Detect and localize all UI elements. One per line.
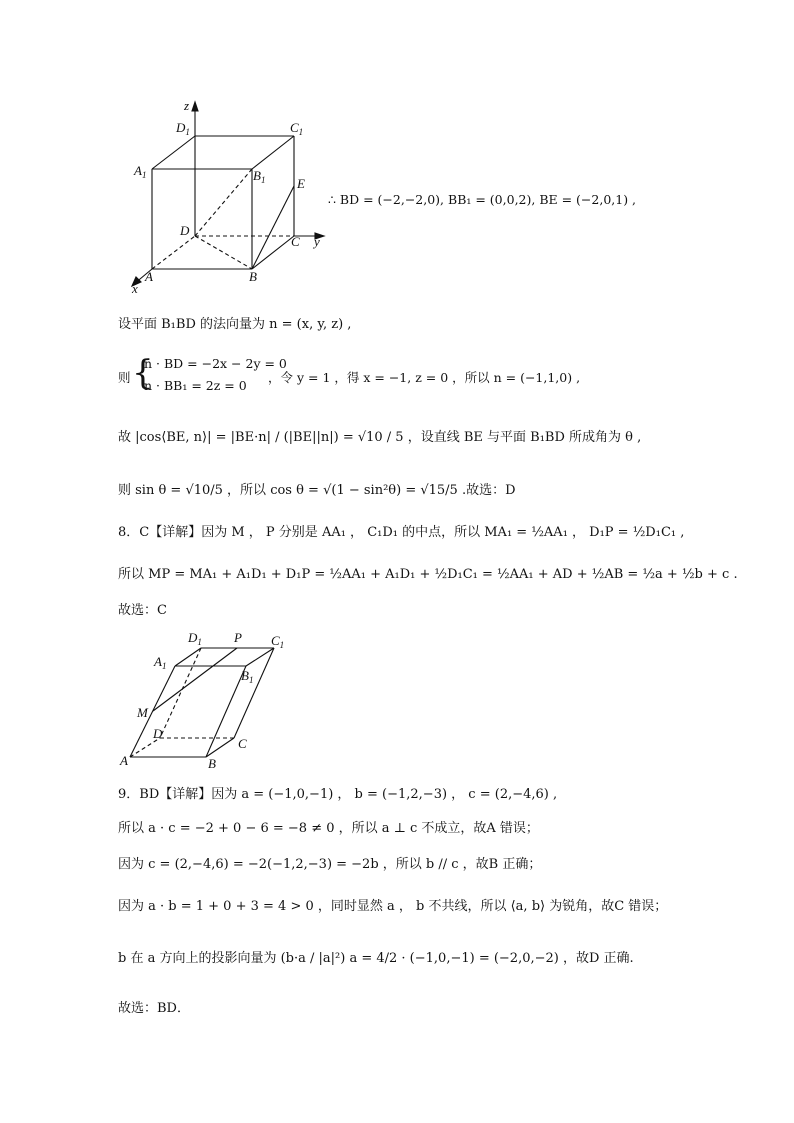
label-d: D — [180, 223, 190, 238]
system-eq-1: n · BD = −2x − 2y = 0 — [144, 356, 287, 371]
label-d1: $D_1$ — [176, 120, 190, 137]
cube-figure — [122, 96, 342, 296]
q9-answer: 故选：BD． — [118, 1001, 190, 1016]
fig2-label-a1: $A_1$ — [154, 654, 167, 671]
label-b: B — [249, 269, 257, 284]
fig2-label-c1: $C_1$ — [271, 633, 285, 650]
label-a1: $A_1$ — [134, 163, 147, 180]
fig2-label-d: D — [153, 726, 163, 741]
ze-label: 则 — [118, 370, 131, 385]
cos-line: 故 |cos⟨BE, n⟩| = |BE·n| / (|BE||n|) = √10 / 5 ，设直线 BE 与平面 B₁BD 所成角为 θ , — [118, 430, 642, 445]
q8-line-1: 8．C【详解】因为 M ， P 分别是 AA₁ ， C₁D₁ 的中点，所以 MA₁ = ½AA₁ ， D₁P = ½D₁C₁ , — [118, 525, 685, 540]
q9-line-1: 9．BD【详解】因为 a = (−1,0,−1) ， b = (−1,2,−3) ， c = (2,−4,6) , — [118, 787, 558, 802]
parallelepiped-figure — [116, 628, 296, 770]
label-e: E — [297, 176, 305, 191]
solve-text: ，令 y = 1 ，得 x = −1, z = 0 ，所以 n = (−1,1,0) , — [268, 370, 581, 385]
fig2-label-d1: $D_1$ — [188, 630, 202, 647]
fig2-label-c: C — [238, 736, 247, 751]
equation-system — [118, 353, 718, 396]
label-c: C — [291, 234, 300, 249]
sin-line: 则 sin θ = √10/5 ，所以 cos θ = √(1 − sin²θ) = √15/5 .故选：D — [118, 483, 516, 498]
label-c1: $C_1$ — [290, 120, 304, 137]
label-a: A — [145, 269, 153, 284]
fig2-label-p: P — [234, 630, 242, 645]
fig2-label-a: A — [120, 753, 128, 768]
q8-answer: 故选：C — [118, 603, 167, 618]
normal-vector-line: 设平面 B₁BD 的法向量为 n = (x, y, z) , — [118, 317, 352, 332]
q9-line-5: b 在 a 方向上的投影向量为 (b·a / |a|²) a = 4/2 · (−1,0,−1) = (−2,0,−2) ，故D 正确. — [118, 951, 634, 966]
fig2-label-b1: $B_1$ — [241, 668, 254, 685]
vectors-equation: ∴ BD = (−2,−2,0), BB₁ = (0,0,2), BE = (−2,0,1) , — [328, 192, 637, 207]
label-y: y — [314, 234, 320, 249]
q9-line-4: 因为 a · b = 1 + 0 + 3 = 4 > 0 ，同时显然 a ， b 不共线，所以 ⟨a, b⟩ 为锐角，故C 错误； — [118, 899, 668, 914]
q9-line-3: 因为 c = (2,−4,6) = −2(−1,2,−3) = −2b ，所以 b // c ，故B 正确； — [118, 857, 542, 872]
label-z: z — [184, 98, 190, 113]
label-b1: $B_1$ — [253, 168, 266, 185]
fig2-label-b: B — [208, 756, 216, 770]
fig2-label-m: M — [137, 705, 148, 720]
q8-line-2: 所以 MP = MA₁ + A₁D₁ + D₁P = ½AA₁ + A₁D₁ + ½D₁C₁ = ½AA₁ + AD + ½AB = ½a + ½b + c . — [118, 567, 738, 582]
brace-symbol: { — [132, 353, 154, 393]
label-x: x — [132, 281, 138, 296]
system-eq-2: n · BB₁ = 2z = 0 — [144, 378, 247, 393]
q9-line-2: 所以 a · c = −2 + 0 − 6 = −8 ≠ 0 ，所以 a ⊥ c 不成立，故A 错误； — [118, 821, 539, 836]
